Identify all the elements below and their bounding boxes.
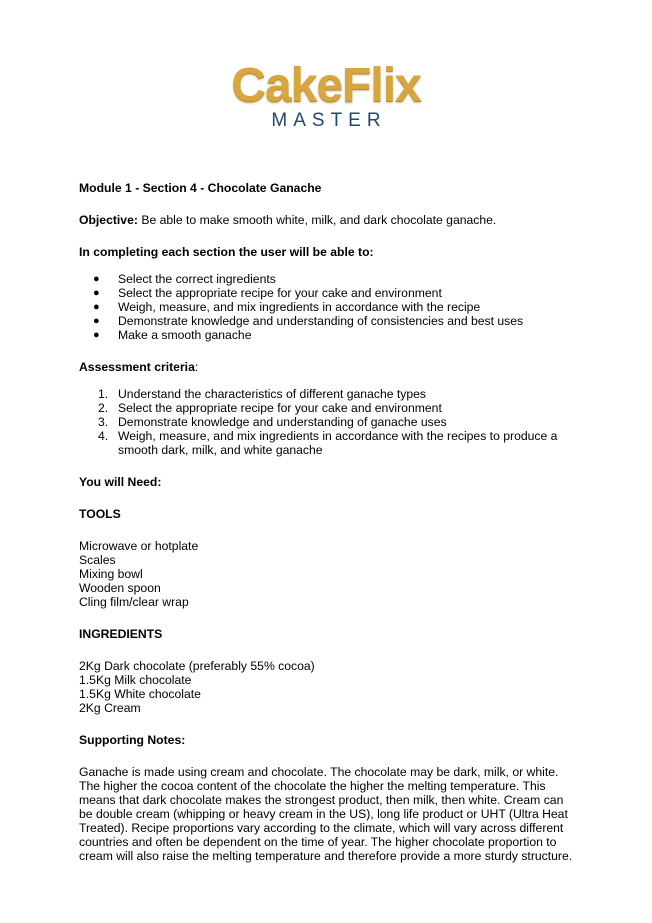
list-item: Scales [79,553,116,567]
list-item: 1.5Kg Milk chocolate [79,673,192,687]
ingredients-heading: INGREDIENTS [79,627,163,641]
bullet-icon: ● [93,287,100,299]
bullet-icon: ● [93,301,100,313]
text-line: Ganache is made using cream and chocolate. The chocolate may be dark, milk, or white. [79,765,559,779]
text-line: The higher the cocoa content of the chocolate the higher the melting temperature. This [79,779,546,793]
need-heading: You will Need: [79,475,162,489]
list-item: Wooden spoon [79,581,161,595]
bullet-icon: ● [93,315,100,327]
list-item: ● Weigh, measure, and mix ingredients in accordance with the recipe [93,300,481,314]
list-number: 1. [98,387,109,401]
cakeflix-logo [0,60,652,132]
notes-heading: Supporting Notes: [79,733,186,747]
page-title: Module 1 - Section 4 - Chocolate Ganache [79,181,322,195]
list-item: ● Select the correct ingredients [93,272,276,286]
objective-label: Objective: [79,213,138,227]
logo-subtitle: MASTER [271,110,387,131]
list-item: 1.5Kg White chocolate [79,687,201,701]
ingredients-list [79,659,599,715]
text-line: cream will also raise the melting temperature and therefore provide a more sturdy structure. [79,849,573,863]
text-line: countries and often be dependent on the time of year. The higher chocolate proportion to [79,835,557,849]
notes-paragraph [79,765,599,863]
logo-wordmark: CakeFlix [231,59,421,112]
text-line: means that dark chocolate makes the strongest product, then milk, then white. Cream can [79,793,564,807]
list-item: ● Demonstrate knowledge and understanding of consistencies and best uses [93,314,524,328]
tools-list [79,539,599,609]
list-item: Mixing bowl [79,567,143,581]
bullet-icon: ● [93,273,100,285]
list-item: 2Kg Cream [79,701,141,715]
list-item: 4. Weigh, measure, and mix ingredients in accordance with the recipes to produce a smooth dark, milk, and white ganache [98,429,558,457]
text-line: Treated). Recipe proportions vary according to the climate, which will vary across different [79,821,564,835]
objective [79,213,599,227]
list-item: 3. Demonstrate knowledge and understanding of ganache uses [98,415,447,429]
outcomes-list [79,272,599,342]
bullet-icon: ● [93,329,100,341]
list-number: 4. [98,429,109,443]
assessment-heading: Assessment criteria: [79,360,199,374]
list-number: 3. [98,415,109,429]
list-item: Microwave or hotplate [79,539,199,553]
criteria-list [79,387,599,457]
list-item: ● Make a smooth ganache [93,328,252,342]
completing-heading: In completing each section the user will be able to: [79,245,374,259]
text-line: be double cream (whipping or heavy cream in the US), long life product or UHT (Ultra Heat [79,807,568,821]
list-item: Cling film/clear wrap [79,595,189,609]
document-body [79,181,599,863]
list-item: ● Select the appropriate recipe for your cake and environment [93,286,442,300]
list-item: 2. Select the appropriate recipe for your cake and environment [98,401,442,415]
list-item: 1. Understand the characteristics of different ganache types [98,387,427,401]
objective-text: Be able to make smooth white, milk, and dark chocolate ganache. [137,213,497,227]
list-item: 2Kg Dark chocolate (preferably 55% cocoa) [79,659,315,673]
list-number: 2. [98,401,109,415]
tools-heading: TOOLS [79,507,121,521]
